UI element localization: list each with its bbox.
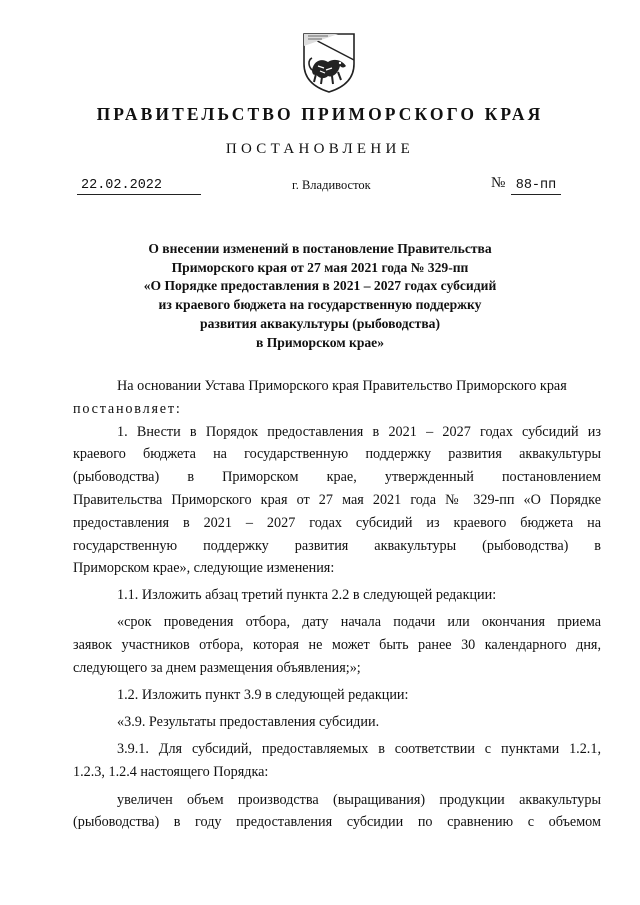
- document-body: [73, 375, 601, 834]
- body-line: краевого бюджета на государственную поддержку развития аквакультуры: [73, 446, 601, 463]
- document-number: 88-пп: [511, 178, 561, 195]
- document-date: 22.02.2022: [77, 178, 201, 195]
- body-line: (рыбоводства) в Приморском крае, утвержденный постановлением: [73, 469, 601, 486]
- heading-line: из краевого бюджета на государственную поддержку: [158, 297, 482, 313]
- body-line: (рыбоводства) в году предоставления субсидии по сравнению с объемом: [73, 814, 601, 831]
- body-line: предоставления в 2021 – 2027 годах субсидий из краевого бюджета на: [73, 514, 601, 531]
- body-line: «3.9. Результаты предоставления субсидии.: [117, 714, 380, 731]
- body-line: 1.2. Изложить пункт 3.9 в следующей редакции:: [117, 687, 409, 704]
- heading-line: в Приморском крае»: [255, 334, 385, 350]
- primorsky-krai-coat-of-arms-icon: [298, 30, 360, 94]
- body-line: следующего за днем размещения объявления;»;: [73, 659, 361, 676]
- body-line: 1. Внести в Порядок предоставления в 2021 – 2027 годах субсидий из: [117, 423, 601, 440]
- body-line: Правительства Приморского края от 27 мая 2021 года № 329-пп «О Порядке: [73, 491, 601, 508]
- body-line: постановляет:: [73, 400, 182, 417]
- heading-line: О внесении изменений в постановление Правительства: [148, 241, 492, 256]
- body-line: 1.1. Изложить абзац третий пункта 2.2 в следующей редакции:: [117, 587, 497, 604]
- heading-line: развития аквакультуры (рыбоводства): [200, 315, 440, 331]
- body-line: заявок участников отбора, которая не может быть ранее 30 календарного дня,: [73, 636, 601, 653]
- body-line: государственную поддержку развития аквакультуры (рыбоводства) в: [73, 537, 601, 554]
- government-title: ПРАВИТЕЛЬСТВО ПРИМОРСКОГО КРАЯ: [96, 104, 544, 124]
- body-line: увеличен объем производства (выращивания) продукции аквакультуры: [117, 791, 601, 808]
- document-heading: [80, 240, 560, 352]
- body-line: 1.2.3, 1.2.4 настоящего Порядка:: [73, 763, 269, 780]
- number-sign: №: [491, 175, 506, 191]
- body-line: На основании Устава Приморского края Правительство Приморского края: [117, 378, 567, 394]
- document-type: ПОСТАНОВЛЕНИЕ: [225, 141, 415, 157]
- body-line: «срок проведения отбора, дату начала подачи или окончания приема: [117, 613, 601, 630]
- body-line: 3.9.1. Для субсидий, предоставляемых в соответствии с пунктами 1.2.1,: [117, 740, 601, 757]
- document-city: г. Владивосток: [292, 178, 371, 192]
- body-line: Приморском крае», следующие изменения:: [73, 560, 335, 577]
- heading-line: Приморского края от 27 мая 2021 года № 329-пп: [171, 259, 469, 275]
- heading-line: «О Порядке предоставления в 2021 – 2027 годах субсидий: [143, 278, 497, 294]
